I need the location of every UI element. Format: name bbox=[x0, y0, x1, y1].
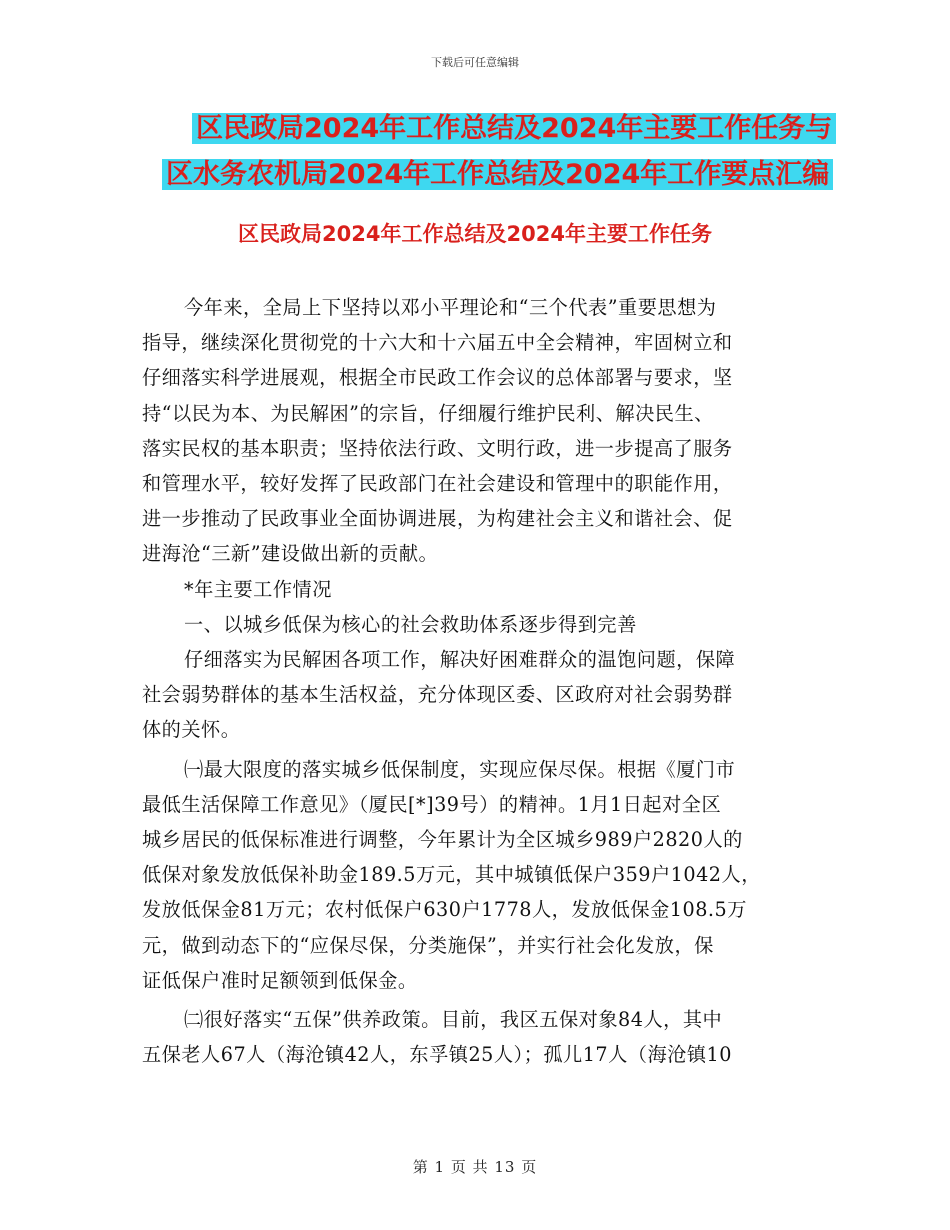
text-line: 发放低保金81万元；农村低保户630户1778人，发放低保金108.5万 bbox=[142, 898, 747, 922]
text-line: ㈠最大限度的落实城乡低保制度，实现应保尽保。根据《厦门市 bbox=[184, 757, 736, 781]
text-line: 社会弱势群体的基本生活权益，充分体现区委、区政府对社会弱势群 bbox=[142, 683, 733, 707]
text-line: ㈡很好落实“五保”供养政策。目前，我区五保对象84人，其中 bbox=[184, 1008, 723, 1032]
text-line: 进海沧“三新”建设做出新的贡献。 bbox=[142, 542, 439, 566]
text-line: 体的关怀。 bbox=[142, 718, 241, 742]
body-text bbox=[142, 290, 812, 1072]
text-line: 今年来，全局上下坚持以邓小平理论和“三个代表”重要思想为 bbox=[184, 296, 717, 319]
text-line: 最低生活保障工作意见》（厦民[*]39号）的精神。1月1日起对全区 bbox=[142, 792, 722, 816]
text-line: 城乡居民的低保标准进行调整，今年累计为全区城乡989户2820人的 bbox=[142, 828, 743, 852]
text-line: 仔细落实为民解困各项工作，解决好困难群众的温饱问题，保障 bbox=[184, 648, 736, 672]
text-line: 五保老人67人（海沧镇42人，东孚镇25人）；孤儿17人（海沧镇10 bbox=[142, 1043, 732, 1067]
text-line: 一、以城乡低保为核心的社会救助体系逐步得到完善 bbox=[184, 612, 637, 636]
page-number: 第 1 页 共 13 页 bbox=[412, 1158, 538, 1176]
page-header: 下载后可任意编辑 bbox=[431, 56, 519, 69]
text-line: 和管理水平，较好发挥了民政部门在社会建设和管理中的职能作用， bbox=[142, 472, 733, 496]
text-line: 指导，继续深化贯彻党的十六大和十六届五中全会精神，牢固树立和 bbox=[142, 331, 733, 355]
text-line: 元，做到动态下的“应保尽保，分类施保”，并实行社会化发放，保 bbox=[142, 933, 714, 957]
title-line-1: 区民政局2024年工作总结及2024年主要工作任务与 bbox=[192, 108, 836, 150]
text-line: *年主要工作情况 bbox=[184, 577, 332, 601]
text-line: 低保对象发放低保补助金189.5万元，其中城镇低保户359户1042人， bbox=[142, 863, 761, 887]
text-line: 进一步推动了民政事业全面协调进展，为构建社会主义和谐社会、促 bbox=[142, 507, 733, 531]
text-line: 落实民权的基本职责；坚持依法行政、文明行政，进一步提高了服务 bbox=[142, 436, 733, 460]
text-line: 持“以民为本、为民解困”的宗旨，仔细履行维护民利、解决民生、 bbox=[142, 401, 714, 425]
text-line: 仔细落实科学进展观，根据全市民政工作会议的总体部署与要求，坚 bbox=[142, 366, 733, 390]
section-title: 区民政局2024年工作总结及2024年主要工作任务 bbox=[238, 222, 712, 246]
title-line-2: 区水务农机局2024年工作总结及2024年工作要点汇编 bbox=[162, 154, 833, 196]
text-line: 证低保户准时足额领到低保金。 bbox=[142, 968, 418, 992]
